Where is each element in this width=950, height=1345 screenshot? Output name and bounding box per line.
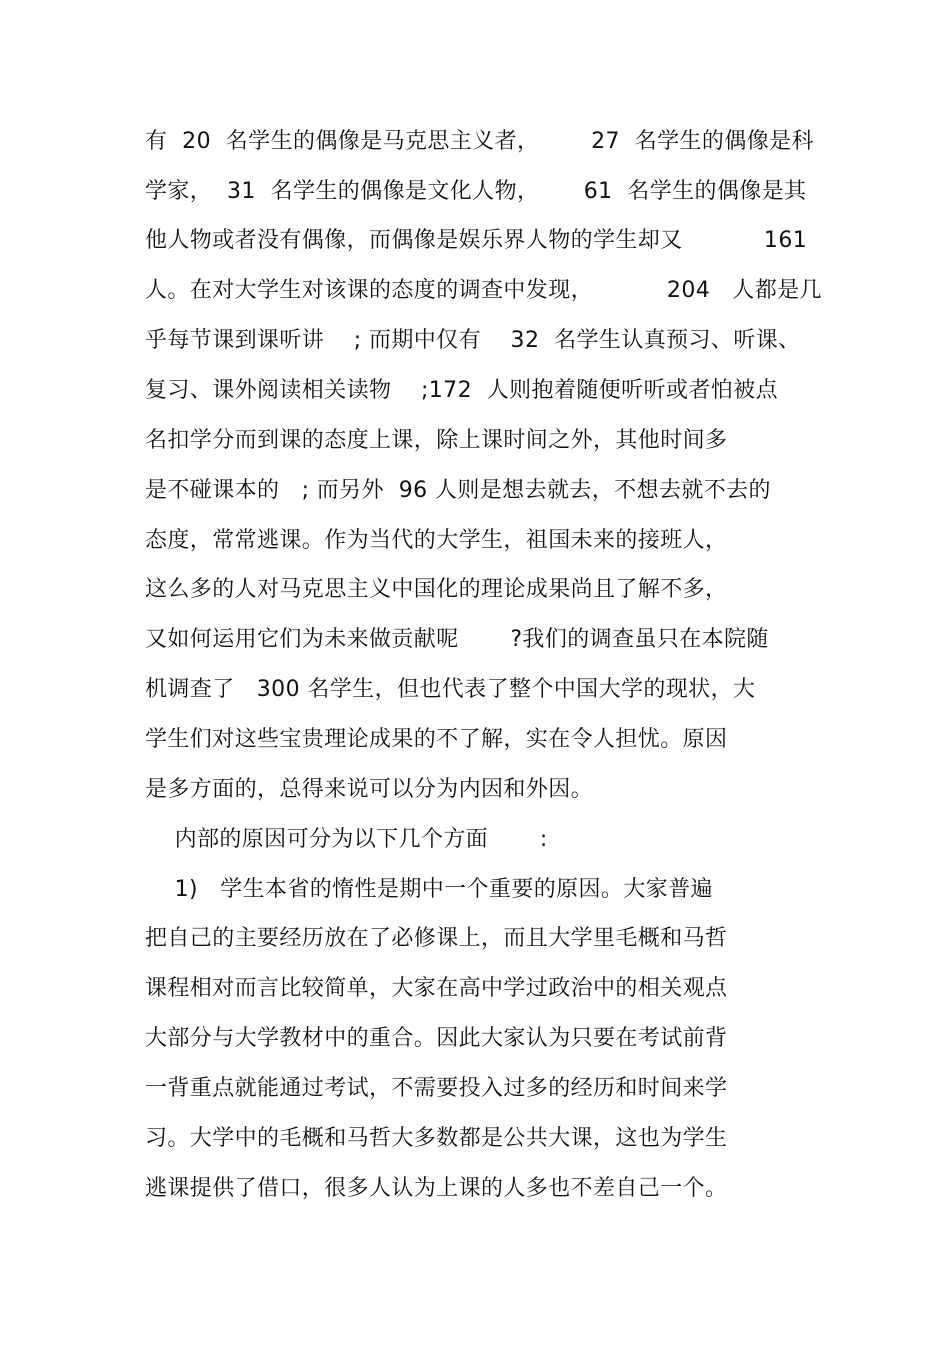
text-line-8: 是不碰课本的 ; 而另外 96 人则是想去就去，不想去就不去的 xyxy=(145,478,771,503)
text-line-7: 名扣学分而到课的态度上课，除上课时间之外，其他时间多 xyxy=(145,428,728,453)
text-line-16: 1) 学生本省的惰性是期中一个重要的原因。大家普遍 xyxy=(145,877,713,902)
text-line-1: 有 20 名学生的偶像是马克思主义者， 27 名学生的偶像是科 xyxy=(145,129,814,154)
text-line-17: 把自己的主要经历放在了必修课上，而且大学里毛概和马哲 xyxy=(145,926,728,951)
text-line-4: 人。在对大学生对该课的态度的调查中发现， 204 人都是几 xyxy=(145,278,822,303)
text-line-11: 又如何运用它们为未来做贡献呢 ?我们的调查虽只在本院随 xyxy=(145,627,769,652)
text-line-10: 这么多的人对马克思主义中国化的理论成果尚且了解不多， xyxy=(145,577,728,602)
text-line-14: 是多方面的，总得来说可以分为内因和外因。 xyxy=(145,777,594,802)
text-line-19: 大部分与大学教材中的重合。因此大家认为只要在考试前背 xyxy=(145,1026,728,1051)
text-line-15: 内部的原因可分为以下几个方面 : xyxy=(145,827,548,852)
text-line-5: 乎每节课到课听讲 ; 而期中仅有 32 名学生认真预习、听课、 xyxy=(145,328,801,353)
text-line-9: 态度，常常逃课。作为当代的大学生，祖国未来的接班人， xyxy=(145,528,728,553)
text-line-6: 复习、课外阅读相关读物 ;172 人则抱着随便听听或者怕被点 xyxy=(145,378,778,403)
text-line-13: 学生们对这些宝贵理论成果的不了解，实在令人担忧。原因 xyxy=(145,727,728,752)
text-line-21: 习。大学中的毛概和马哲大多数都是公共大课，这也为学生 xyxy=(145,1126,728,1151)
text-line-20: 一背重点就能通过考试，不需要投入过多的经历和时间来学 xyxy=(145,1076,728,1101)
text-line-3: 他人物或者没有偶像，而偶像是娱乐界人物的学生却又 161 xyxy=(145,228,808,253)
text-line-22: 逃课提供了借口，很多人认为上课的人多也不差自己一个。 xyxy=(145,1176,728,1201)
text-line-2: 学家， 31 名学生的偶像是文化人物， 61 名学生的偶像是其 xyxy=(145,179,807,204)
text-line-18: 课程相对而言比较简单，大家在高中学过政治中的相关观点 xyxy=(145,976,728,1001)
text-line-12: 机调查了 300 名学生，但也代表了整个中国大学的现状，大 xyxy=(145,677,756,702)
